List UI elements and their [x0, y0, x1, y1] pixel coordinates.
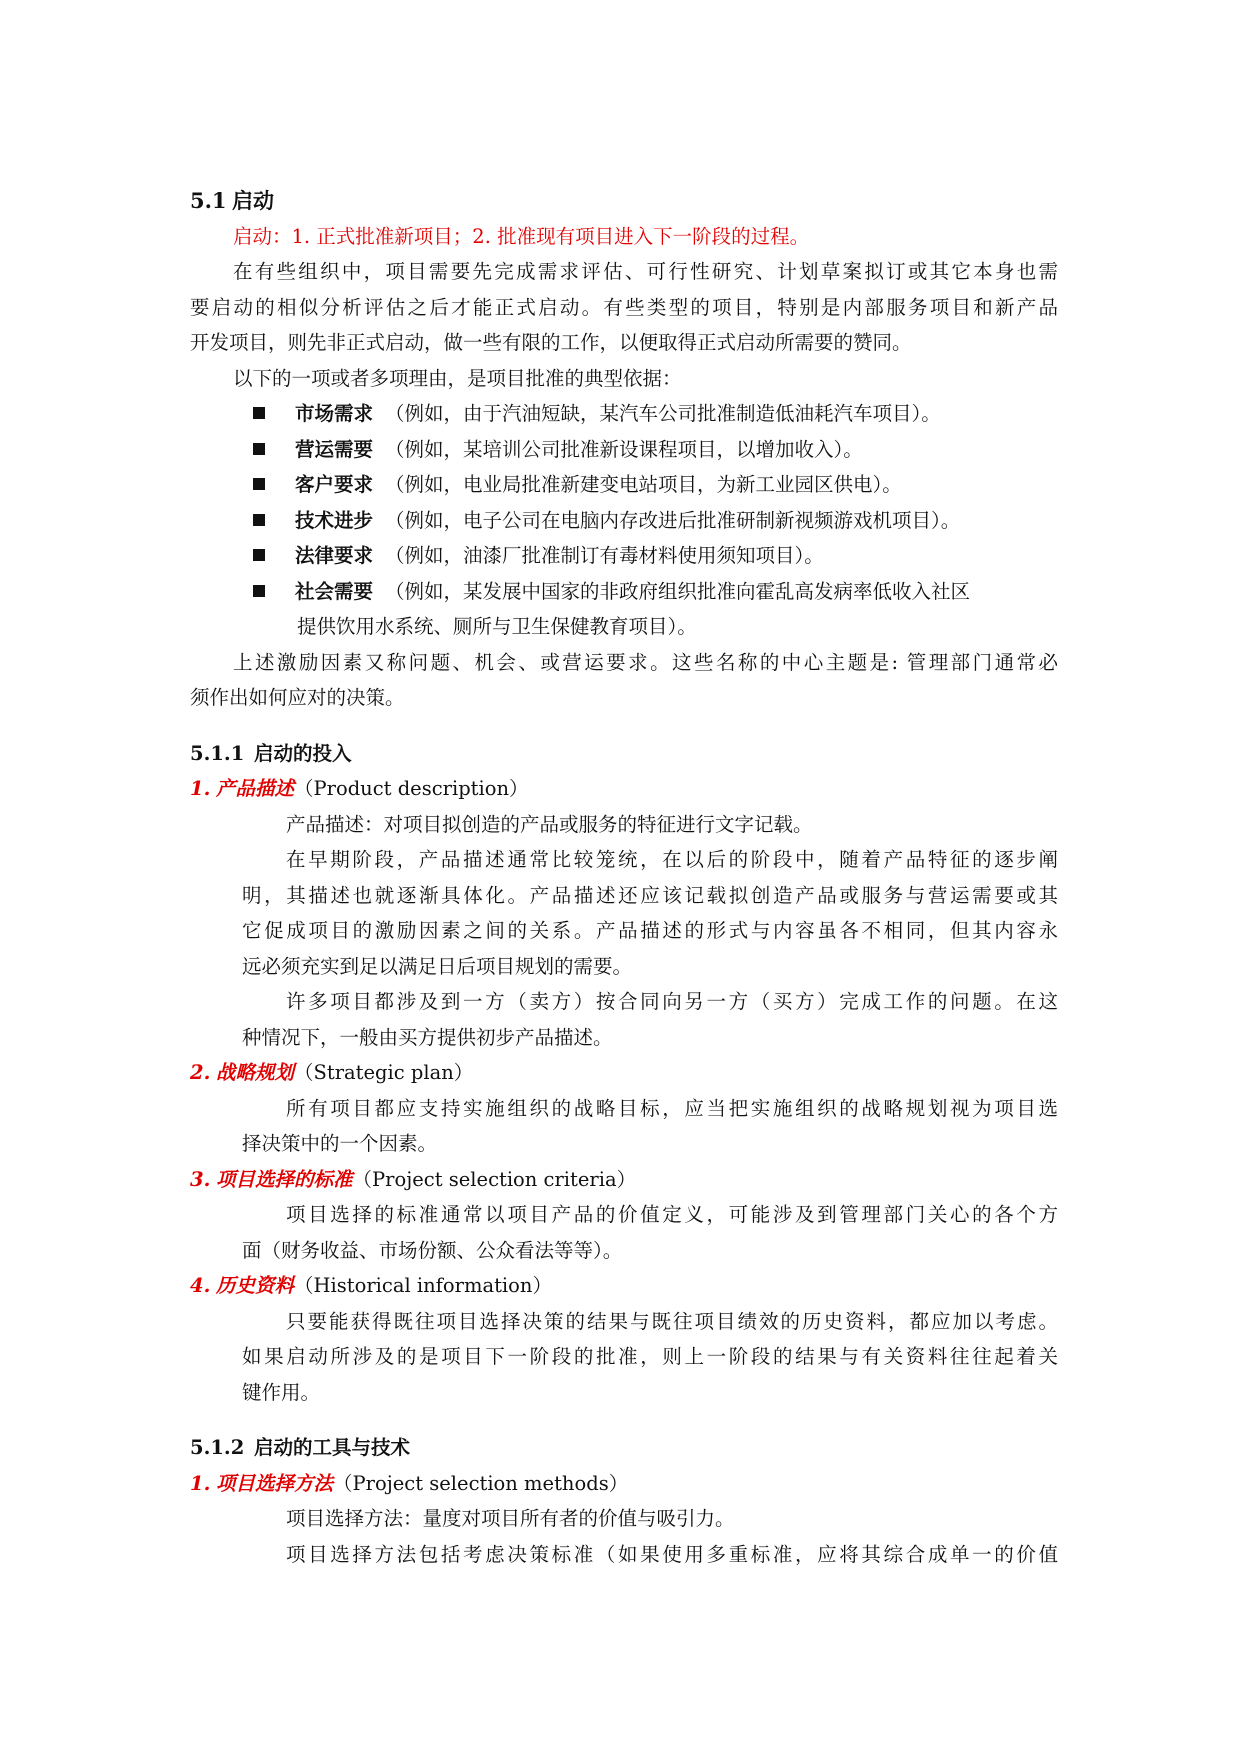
paragraph-line: 只要能获得既往项目选择决策的结果与既往项目绩效的历史资料，都应加以考虑。: [286, 1309, 1058, 1333]
topic-name: [190, 777, 294, 800]
bullet-term: 法律要求: [295, 544, 374, 567]
paragraph-line: 须作出如何应对的决策。: [190, 686, 405, 709]
square-bullet-icon: [253, 585, 265, 597]
subsection-heading: [190, 736, 1058, 772]
topic-english: （Project selection criteria）: [352, 1167, 637, 1191]
subsection-number: 5.1.1: [190, 741, 245, 765]
bullet-item: [190, 396, 1058, 432]
paragraph-line: 键作用。: [242, 1380, 321, 1404]
topic-english: （Project selection methods）: [333, 1471, 629, 1495]
bullet-term: 营运需要: [295, 437, 374, 461]
bullet-item: [190, 467, 1058, 503]
bullet-item: [190, 432, 1058, 468]
bullet-term: 社会需要: [295, 579, 374, 603]
topic-number: 3.: [190, 1167, 211, 1191]
topic-heading: [190, 771, 1058, 807]
bullet-term: 市场需求: [295, 402, 374, 425]
section-title: 启动: [232, 188, 274, 213]
paragraph-line: 许多项目都涉及到一方（卖方）按合同向另一方（买方）完成工作的问题。在这: [286, 990, 1058, 1013]
topic-number: 4.: [190, 1274, 211, 1297]
bullet-text: （例如，电业局批准新建变电站项目，为新工业园区供电）。: [385, 473, 902, 496]
topic-name: [190, 1061, 294, 1084]
bullet-item: [190, 574, 1058, 610]
topic-label: 战略规划: [216, 1061, 295, 1084]
square-bullet-icon: [253, 443, 265, 455]
topic-heading: [190, 1268, 1058, 1304]
subsection-heading: [190, 1430, 1058, 1466]
square-bullet-icon: [253, 407, 265, 419]
paragraph-line: 择决策中的一个因素。: [242, 1132, 438, 1155]
subsection-title: 启动的工具与技术: [254, 1436, 411, 1459]
initiation-definition: 启动：1. 正式批准新项目；2. 批准现有项目进入下一阶段的过程。: [233, 224, 810, 248]
topic-heading: [190, 1162, 1058, 1198]
paragraph-line: 项目选择方法：量度对项目所有者的价值与吸引力。: [286, 1507, 735, 1530]
topic-english: （Historical information）: [294, 1274, 552, 1297]
paragraph-line: 产品描述：对项目拟创造的产品或服务的特征进行文字记载。: [286, 812, 813, 836]
subsection-number: 5.1.2: [190, 1436, 245, 1459]
document-content: [190, 183, 1058, 1572]
paragraph-line: 远必须充实到足以满足日后项目规划的需要。: [242, 954, 633, 978]
bullet-item: [190, 538, 1058, 574]
paragraph-line: 项目选择的标准通常以项目产品的价值定义，可能涉及到管理部门关心的各个方: [286, 1203, 1058, 1226]
paragraph-line: 如果启动所涉及的是项目下一阶段的批准，则上一阶段的结果与有关资料往往起着关: [242, 1345, 1058, 1368]
square-bullet-icon: [253, 514, 265, 526]
topic-name: [190, 1168, 353, 1191]
section-heading: [190, 183, 1058, 219]
paragraph-line: 要启动的相似分析评估之后才能正式启动。有些类型的项目，特别是内部服务项目和新产品: [190, 295, 1058, 319]
topic-heading: [190, 1466, 1058, 1502]
square-bullet-icon: [253, 549, 265, 561]
paragraph-line: 在早期阶段，产品描述通常比较笼统，在以后的阶段中，随着产品特征的逐步阐: [286, 848, 1058, 871]
topic-number: 1.: [190, 777, 211, 800]
paragraph-line: 面（财务收益、市场份额、公众看法等等）。: [242, 1238, 623, 1262]
topic-english: （Product description）: [294, 777, 529, 800]
topic-number: 2.: [190, 1061, 211, 1084]
topic-label: 项目选择的标准: [216, 1167, 353, 1191]
square-bullet-icon: [253, 478, 265, 490]
bullet-term: 客户要求: [295, 473, 374, 496]
bullet-continuation: 提供饮用水系统、厕所与卫生保健教育项目）。: [297, 615, 697, 638]
paragraph-line: 它促成项目的激励因素之间的关系。产品描述的形式与内容虽各不相同，但其内容永: [242, 919, 1058, 942]
subsection-title: 启动的投入: [254, 741, 352, 765]
bullet-text: （例如，某发展中国家的非政府组织批准向霍乱高发病率低收入社区: [385, 579, 971, 603]
paragraph-line: 种情况下，一般由买方提供初步产品描述。: [242, 1025, 613, 1049]
topic-name: [190, 1472, 333, 1495]
paragraph-line: 项目选择方法包括考虑决策标准（如果使用多重标准，应将其综合成单一的价值: [286, 1542, 1058, 1566]
topic-name: [190, 1274, 294, 1297]
paragraph-line: 所有项目都应支持实施组织的战略目标，应当把实施组织的战略规划视为项目选: [286, 1096, 1058, 1120]
paragraph-line: 在有些组织中，项目需要先完成需求评估、可行性研究、计划草案拟订或其它本身也需: [233, 260, 1058, 283]
paragraph-line: 明，其描述也就逐渐具体化。产品描述还应该记载拟创造产品或服务与营运需要或其: [242, 883, 1058, 907]
bullet-text: （例如，某培训公司批准新设课程项目，以增加收入）。: [385, 437, 863, 461]
paragraph-line: 以下的一项或者多项理由，是项目批准的典型依据：: [233, 366, 682, 390]
section-number: 5.1: [190, 188, 227, 213]
paragraph-line: 上述激励因素又称问题、机会、或营运要求。这些名称的中心主题是: 管理部门通常必: [233, 650, 1058, 674]
topic-english: （Strategic plan）: [294, 1061, 474, 1084]
bullet-item: [190, 503, 1058, 539]
topic-number: 1.: [190, 1471, 211, 1495]
topic-label: 项目选择方法: [216, 1471, 334, 1495]
bullet-term: 技术进步: [295, 508, 374, 532]
topic-heading: [190, 1055, 1058, 1091]
paragraph-line: 开发项目，则先非正式启动，做一些有限的工作，以便取得正式启动所需要的赞同。: [190, 331, 912, 354]
topic-label: 历史资料: [216, 1274, 295, 1297]
bullet-text: （例如，由于汽油短缺，某汽车公司批准制造低油耗汽车项目）。: [385, 402, 941, 425]
bullet-text: （例如，电子公司在电脑内存改进后批准研制新视频游戏机项目）。: [385, 508, 961, 532]
topic-label: 产品描述: [216, 777, 295, 800]
bullet-text: （例如，油漆厂批准制订有毒材料使用须知项目）。: [385, 544, 824, 567]
